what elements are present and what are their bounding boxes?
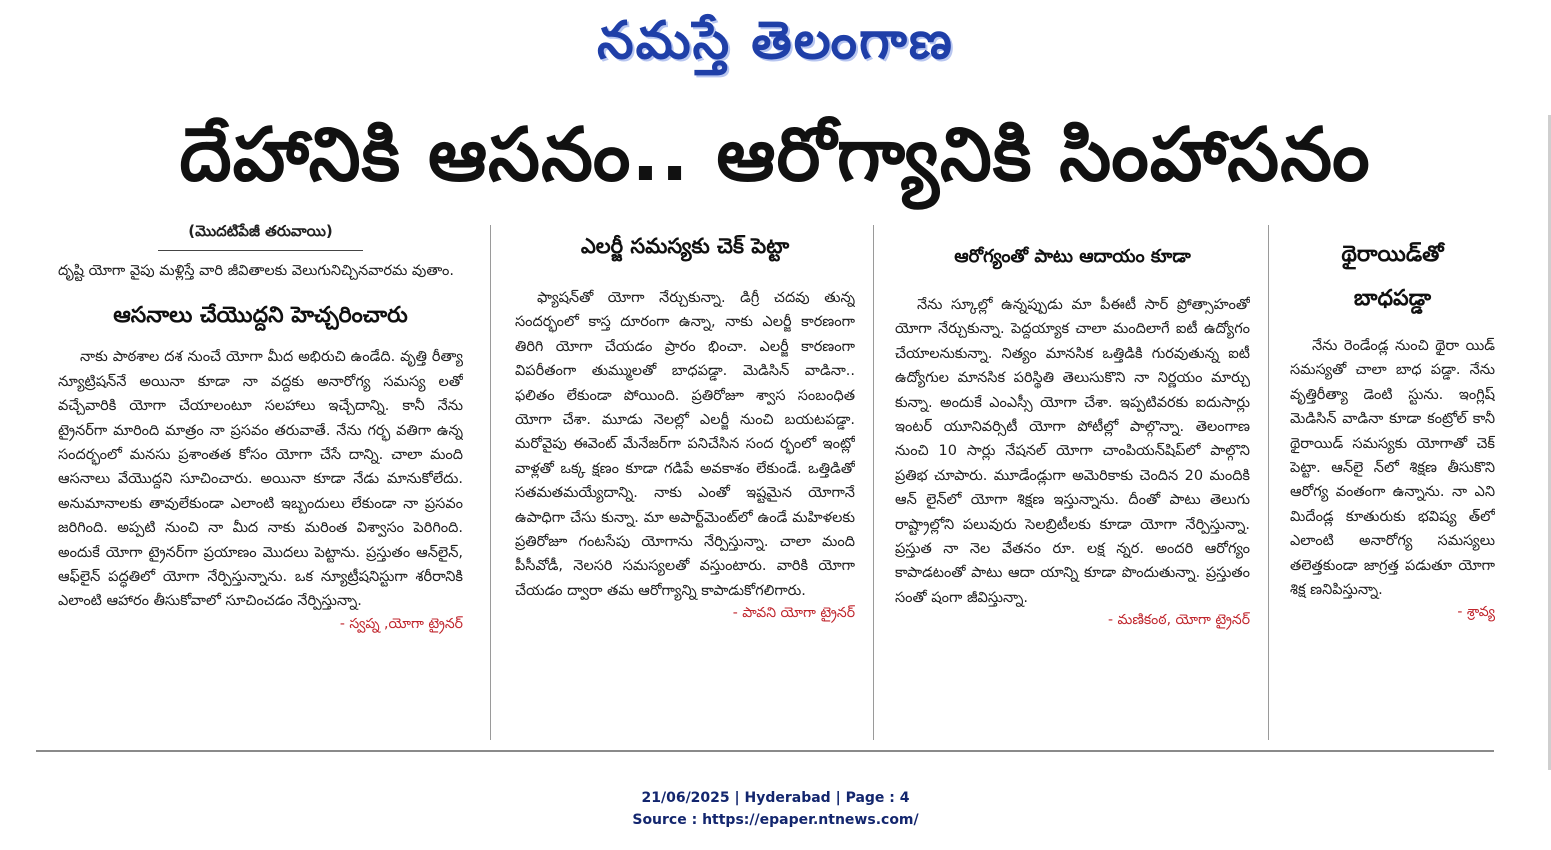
column-3 [895, 222, 1250, 742]
headline: దేహానికి ఆసనం.. ఆరోగ్యానికి సింహాసనం [179, 112, 1371, 198]
column-1-body: నాకు పాఠశాల దశ నుంచే యోగా మీద అభిరుచి ఉండేది. వృత్తి రీత్యా న్యూట్రిషన్‌నే అయినా కూడా నా వద్దకు అనారోగ్య సమస్య లతో వచ్చేవారికి యోగా చేయాలంటూ సలహాలు ఇచ్చేదాన్ని. కానీ నేను ట్రైనర్‌గా మారింది మాత్రం నా ప్రసవం తరువాతే. నేను గర్భ వతిగా ఉన్న సందర్భంలో మనసు ప్రశాంతత కోసం యోగా చేసే దాన్ని. చాలా మంది ఆసనాలు వేయొద్దని సూచించారు. అయినా కూడా నేడు మానుకోలేదు. అనుమానాలకు తావులేకుండా ఎలాంటి ఇబ్బందులు లేకుండా నా ప్రసవం జరిగింది. అప్పటి నుంచి నా మీద నాకు మరింత విశ్వాసం పెరిగింది. అందుకే యోగా ట్రైనర్‌గా ప్రయాణం మొదలు పెట్టాను. ప్రస్తుతం ఆన్‌లైన్, ఆఫ్‌లైన్ పద్ధతిలో యోగా నేర్పిస్తున్నాను. ఒక న్యూట్రీషనిస్టుగా శరీరానికి ఎలాంటి ఆహారం తీసుకోవాలో సూచించడం నేర్పిస్తున్నా. [58, 349, 463, 610]
column-divider [1268, 225, 1269, 740]
column-4-credit: - శ్రావ్య [1457, 604, 1495, 621]
masthead-logo: నమస్తే తెలంగాణ [597, 11, 954, 71]
column-divider [873, 225, 874, 740]
column-divider [490, 225, 491, 740]
column-1-subhead: ఆసనాలు చేయొద్దని హెచ్చరించారు [113, 303, 408, 329]
column-1-credit: - స్వప్న ,యోగా ట్రైనర్ [339, 615, 463, 632]
column-1-intro: దృష్టి యోగా వైపు మళ్లిస్తే వారి జీవితాలకు వెలుగునిచ్చినవారమ వుతాం. [58, 263, 455, 279]
column-1 [58, 222, 463, 742]
column-4-body: నేను రెండేండ్ల నుంచి థైరా యిడ్ సమస్యతో చాలా బాధ పడ్డా. నేను వృత్తిరీత్యా డెంటి స్టును. ఇంగ్లిష్ మెడిసిన్ వాడినా కూడా కంట్రోల్ కానీ థైరాయిడ్ సమస్యకు యోగాతో చెక్ పెట్టా. ఆన్‌లై న్‌లో శిక్షణ తీసుకొని ఆరోగ్య వంతంగా ఉన్నాను. నా ఎని మిదేండ్ల కూతురుకు భవిష్య త్‌లో ఎలాంటి అనారోగ్య సమస్యలు తలెత్తకుండా జాగ్రత్త పడుతూ యోగా శిక్ష ణనిపిస్తున్నా. [1290, 338, 1495, 599]
footer-source-line: Source : https://epaper.ntnews.com/ [632, 812, 919, 828]
column-3-credit: - మణికంఠ, యోగా ట్రైనర్ [1108, 612, 1250, 629]
column-2-body: ఫ్యాషన్‌తో యోగా నేర్చుకున్నా. డిగ్రీ చదవు తున్న సందర్భంలో కాస్త దూరంగా ఉన్నా, నాకు ఎలర్జీ కారణంగా తిరిగి యోగా చేయడం ప్రారం భించా. ఎలర్జీ కారణంగా విపరీతంగా తుమ్ములతో బాధపడ్డా. మెడిసిన్ వాడినా.. ఫలితం లేకుండా పోయింది. ప్రతిరోజూ శ్వాస సంబంధిత యోగా చేశా. మూడు నెలల్లో ఎలర్జీ నుంచి బయటపడ్డా. మరోవైపు ఈవెంట్ మేనేజర్‌గా పనిచేసిన సంద ర్భంలో ఇంట్లో వాళ్లతో ఒక్క క్షణం కూడా గడిపే అవకాశం లేకుండే. ఒత్తిడితో సతమతమయ్యేదాన్ని. నాకు ఎంతో ఇష్టమైన యోగానే ఉపాధిగా చేసు కున్నా. మా అపార్ట్‌మెంట్‌లో ఉండే మహిళలకు ప్రతిరోజూ గంటసేపు యోగాను నేర్పిస్తున్నా. చాలా మంది పీసీవోడీ, నెలసరి సమస్యలతో వస్తుంటారు. వారికి యోగా చేయడం ద్వారా తమ ఆరోగ్యాన్ని కాపాడుకోగలిగారు. [515, 290, 855, 599]
column-2-subhead: ఎలర్జీ సమస్యకు చెక్ పెట్టా [580, 234, 790, 258]
column-3-subhead: ఆరోగ్యంతో పాటు ఆదాయం కూడా [954, 246, 1191, 267]
column-2-credit: - పావని యోగా ట్రైనర్ [732, 605, 855, 622]
column-4-subhead-line2: బాధపడ్డా [1353, 286, 1432, 311]
bottom-rule [36, 750, 1494, 752]
footer-date-line: 21/06/2025 | Hyderabad | Page : 4 [641, 790, 910, 806]
column-2 [515, 222, 855, 742]
column-3-body: నేను స్కూల్లో ఉన్నప్పుడు మా పీఈటీ సార్ ప్రోత్సాహంతో యోగా నేర్చుకున్నా. పెద్దయ్యాక చాలా మందిలాగే ఐటీ ఉద్యోగం చేయాలనుకున్నా. నిత్యం మానసిక ఒత్తిడికి గురవుతున్న ఐటీ ఉద్యోగుల మానసిక పరిస్థితి తెలుసుకొని నా నిర్ణయం మార్చు కున్నా. అందుకే ఎంఎస్సీ యోగా చేశా. ఇప్పటివరకు ఐదుసార్లు ఇంటర్ యూనివర్సిటీ యోగా పోటీల్లో పాల్గొన్నా. తెలంగాణ నుంచి 10 సార్లు నేషనల్ యోగా చాంపియన్‌షిప్‌లో పాల్గొని ప్రతిభ చూపారు. మూడేండ్లుగా అమెరికాకు చెందిన 20 మందికి ఆన్ లైన్‌లో యోగా శిక్షణ ఇస్తున్నాను. దీంతో పాటు తెలుగు రాష్ట్రాల్లోని పలువురు సెలబ్రిటీలకు కూడా యోగా నేర్పిస్తున్నా. ప్రస్తుత నా నెల వేతనం రూ. లక్ష న్నర. అందరి ఆరోగ్యం కాపాడటంతో పాటు ఆదా యాన్ని కూడా పొందుతున్నా. ప్రస్తుతం సంతో షంగా జీవిస్తున్నా. [895, 297, 1250, 606]
column-4-subhead-line1: థైరాయిడ్‌తో [1341, 242, 1444, 267]
continued-from-front-page: (మొదటిపేజీ తరువాయి) [158, 222, 363, 251]
column-4 [1290, 222, 1495, 742]
